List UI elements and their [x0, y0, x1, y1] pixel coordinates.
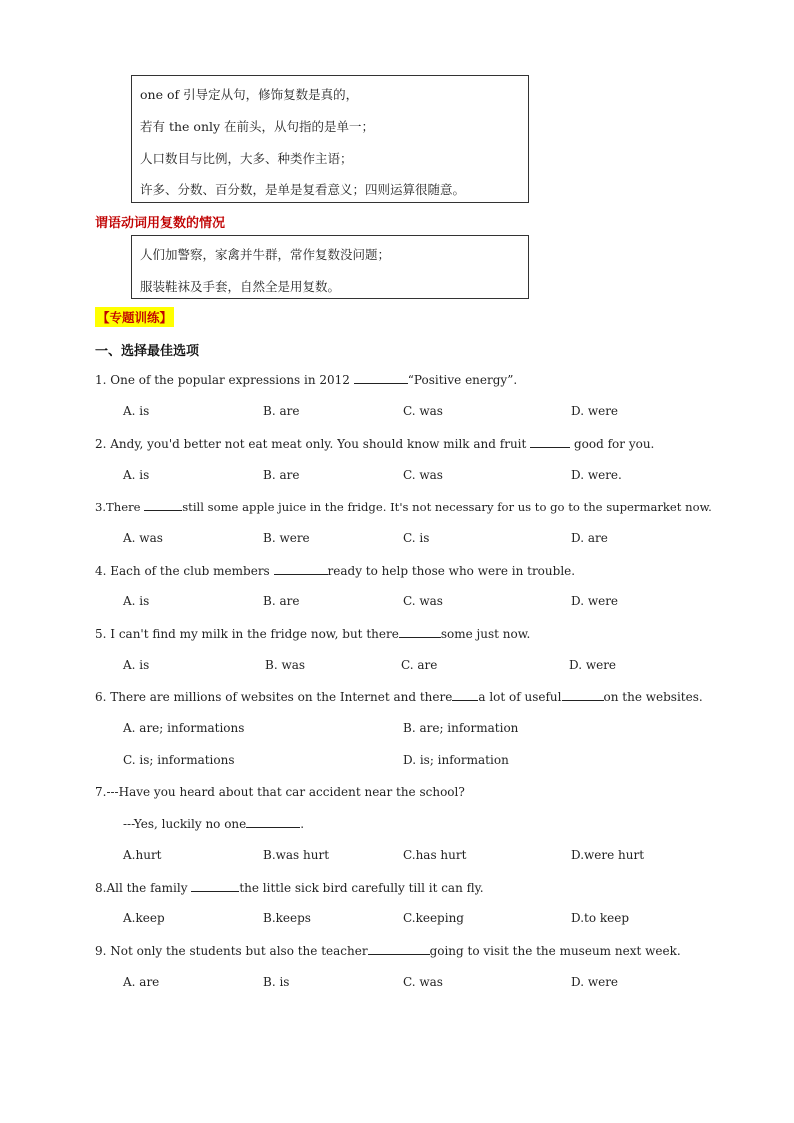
option-a[interactable]: A. is	[123, 658, 150, 672]
option-b[interactable]: B. are	[263, 468, 300, 482]
option-a[interactable]: A. is	[123, 404, 150, 418]
answer-blank[interactable]	[144, 499, 182, 511]
option-d[interactable]: D. were	[571, 594, 619, 608]
answer-blank[interactable]	[191, 880, 239, 892]
option-b[interactable]: B. are	[263, 594, 300, 608]
option-d[interactable]: D. were.	[571, 468, 622, 482]
question-9: 9. Not only the students but also the teacher going to visit the the museum next week.	[95, 944, 681, 958]
section-heading-plural-verbs: 谓语动词用复数的情况	[95, 216, 226, 231]
option-b[interactable]: B. are	[263, 404, 300, 418]
option-c[interactable]: C. is; informations	[123, 753, 235, 767]
option-d[interactable]: D. were	[571, 975, 619, 989]
rule-line: one of 引导定从句，修饰复数是真的，	[140, 87, 359, 102]
option-c[interactable]: C. is	[403, 531, 430, 545]
option-a[interactable]: A. was	[123, 531, 163, 545]
option-c[interactable]: C. are	[401, 658, 438, 672]
answer-blank[interactable]	[399, 626, 441, 638]
answer-blank[interactable]	[562, 689, 604, 701]
question-6: 6. There are millions of websites on the Internet and there a lot of useful on the websites.	[95, 690, 703, 704]
special-training-tag: 【专题训练】	[95, 307, 174, 327]
option-b[interactable]: B.keeps	[263, 911, 311, 925]
answer-blank[interactable]	[368, 943, 430, 955]
option-b[interactable]: B. are; information	[403, 721, 519, 735]
answer-blank[interactable]	[246, 816, 300, 828]
option-d[interactable]: D. were	[569, 658, 617, 672]
option-c[interactable]: C. was	[403, 468, 443, 482]
option-d[interactable]: D. were	[571, 404, 619, 418]
question-3: 3.There still some apple juice in the fridge. It's not necessary for us to go to the supermarket now.	[95, 500, 712, 514]
option-b[interactable]: B.was hurt	[263, 848, 330, 862]
option-c[interactable]: C. was	[403, 594, 443, 608]
rule-line: 若有 the only 在前头，从句指的是单一；	[140, 119, 375, 134]
question-5: 5. I can't find my milk in the fridge now, but there some just now.	[95, 627, 531, 641]
option-b[interactable]: B. were	[263, 531, 310, 545]
option-d[interactable]: D. are	[571, 531, 608, 545]
option-c[interactable]: C. was	[403, 404, 443, 418]
option-a[interactable]: A.hurt	[123, 848, 162, 862]
question-1: 1. One of the popular expressions in 2012 “Positive energy”.	[95, 373, 518, 387]
option-a[interactable]: A. is	[123, 594, 150, 608]
option-d[interactable]: D.were hurt	[571, 848, 645, 862]
answer-blank[interactable]	[530, 436, 570, 448]
question-7-reply: ---Yes, luckily no one .	[123, 817, 305, 831]
exercise-section-title: 一、选择最佳选项	[95, 344, 200, 359]
answer-blank[interactable]	[354, 372, 408, 384]
option-a[interactable]: A. are	[123, 975, 160, 989]
option-c[interactable]: C.has hurt	[403, 848, 467, 862]
option-b[interactable]: B. is	[263, 975, 290, 989]
rule-line: 服装鞋袜及手套，自然全是用复数。	[140, 279, 341, 294]
rule-box-2	[131, 235, 529, 299]
option-c[interactable]: C. was	[403, 975, 443, 989]
rule-line: 人们加警察，家禽并牛群，常作复数没问题；	[140, 247, 391, 262]
rule-line: 人口数目与比例，大多、种类作主语；	[140, 151, 353, 166]
option-a[interactable]: A. is	[123, 468, 150, 482]
option-c[interactable]: C.keeping	[403, 911, 464, 925]
rule-box-1	[131, 75, 529, 203]
answer-blank[interactable]	[452, 689, 478, 701]
option-d[interactable]: D. is; information	[403, 753, 509, 767]
question-2: 2. Andy, you'd better not eat meat only. You should know milk and fruit good for you.	[95, 437, 655, 451]
question-7: 7.---Have you heard about that car accident near the school?	[95, 785, 465, 799]
option-a[interactable]: A.keep	[123, 911, 165, 925]
option-a[interactable]: A. are; informations	[123, 721, 245, 735]
option-d[interactable]: D.to keep	[571, 911, 630, 925]
answer-blank[interactable]	[274, 563, 328, 575]
option-b[interactable]: B. was	[265, 658, 306, 672]
question-4: 4. Each of the club members ready to help those who were in trouble.	[95, 564, 576, 578]
rule-line: 许多、分数、百分数，是单是复看意义；四则运算很随意。	[140, 182, 466, 197]
question-8: 8.All the family the little sick bird carefully till it can fly.	[95, 881, 484, 895]
